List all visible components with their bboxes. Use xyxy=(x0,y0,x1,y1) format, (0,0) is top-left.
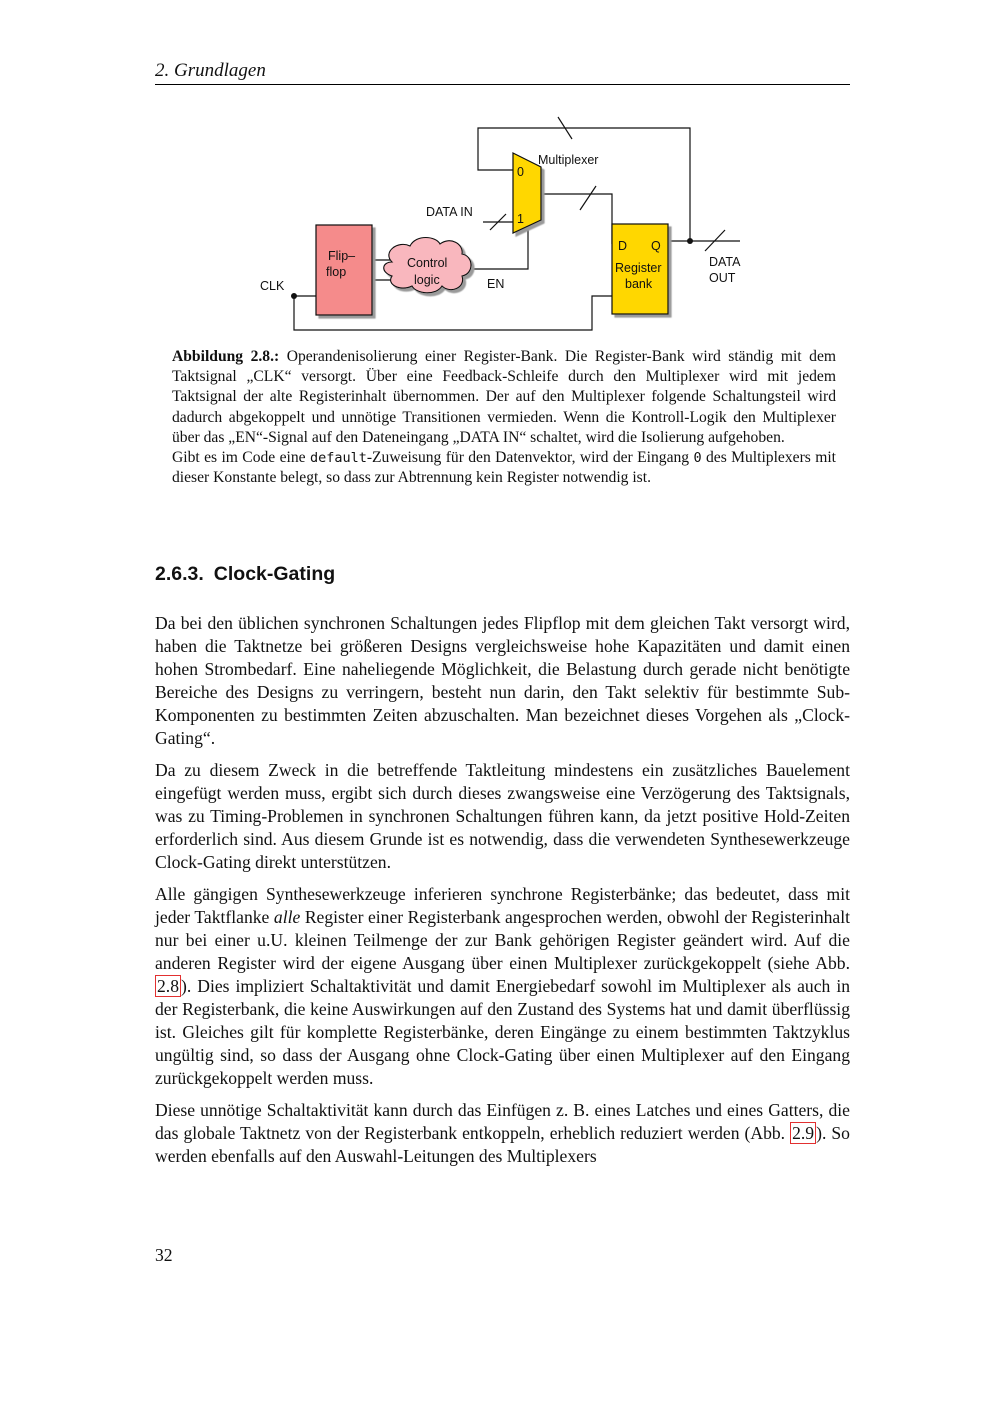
junction-dot-q xyxy=(687,238,693,244)
caption-paragraph-2 xyxy=(172,448,836,488)
caption-text-2a: Gibt es im Code eine xyxy=(172,449,310,467)
paragraph-4-text-b: ). So werden ebenfalls auf den Auswahl-Leitungen des Multiplexers xyxy=(155,1123,850,1166)
flipflop-label-line2: flop xyxy=(326,265,347,279)
figure-ref-link-2-8[interactable]: 2.8 xyxy=(157,976,179,996)
emphasis-alle: alle xyxy=(273,907,301,927)
paragraph-3 xyxy=(155,883,850,1090)
data-in-label: DATA IN xyxy=(426,205,473,219)
bus-slash-mux xyxy=(580,186,596,210)
mux-out-wire xyxy=(541,194,612,244)
circuit-diagram xyxy=(250,112,750,342)
register-d-label: D xyxy=(618,239,628,253)
figure-operand-isolation xyxy=(250,112,750,342)
junction-dot-clk xyxy=(291,293,297,299)
control-logic-label-line1: Control xyxy=(407,256,448,270)
section-number: 2.6.3. xyxy=(155,563,204,585)
section-heading xyxy=(155,563,850,586)
feedback-wire xyxy=(478,128,690,240)
flipflop-label-line1: Flip– xyxy=(328,249,356,263)
figure-ref-link-2-9[interactable]: 2.9 xyxy=(792,1123,815,1143)
en-wire xyxy=(465,230,528,269)
paragraph-3-text-a: Alle gängigen Synthesewerkzeuge inferieren synchrone Registerbänke; das bedeutet, dass mit jeder Taktflanke xyxy=(155,884,850,927)
register-label-line2: bank xyxy=(625,277,653,291)
caption-text-1: Operandenisolierung einer Register-Bank. Die Register-Bank wird ständig mit dem Taktsignal „CLK“ versorgt. Über eine Feedback-Schleife durch den Multiplexer wird mit jedem Taktsignal der alte Registerinhalt übernommen. Der auf den Multiplexer folgende Schaltungsteil wird dadurch abgekoppelt und unnötige Transitionen vermieden. Wenn die Kontroll-Logik den Multiplexer über das „EN“-Signal auf den Dateneingang „DATA IN“ schaltet, wird die Isolierung aufgehoben. xyxy=(172,348,836,446)
mux-input-0-label: 0 xyxy=(517,165,524,179)
paragraph-3-text-c: ). Dies impliziert Schaltaktivität und damit Energiebedarf sowohl im Multiplexer als auch in der Registerbank, die keine Auswirkungen auf den Zustand des Systems hat und damit überflüssig ist. Gleiches gilt für komplette Registerbänke, deren Eingänge zu einem bestimmten Taktzyklus ungültig sind, so dass der Ausgang ohne Clock-Gating über einen Multiplexer auf den Eingang zurückgekoppelt werden muss. xyxy=(155,976,850,1088)
caption-paragraph-1 xyxy=(172,347,836,448)
page-number: 32 xyxy=(155,1245,173,1265)
caption-code-default: default xyxy=(309,450,367,467)
control-logic-label-line2: logic xyxy=(414,273,440,287)
caption-code-zero: 0 xyxy=(693,450,702,467)
paragraph-2: Da zu diesem Zweck in die betreffende Taktleitung mindestens ein zusätzliches Bauelement eingefügt werden muss, ergibt sich durch dieses zwangsweise eine Verzögerung des Taktsignals, was zu Timing-Problemen in synchronen Schaltungen führen kann, da jetzt positive Hold-Zeiten erforderlich sind. Aus diesem Grunde ist es notwendig, dass die verwendeten Synthesewerkzeuge Clock-Gating direkt unterstützen. xyxy=(155,760,850,872)
paragraph-3-text-b: Register einer Registerbank angesprochen werden, obwohl der Registerinhalt nur bei einer u.U. kleinen Teilmenge der zur Bank gehörigen Register geändert wird. Auf die anderen Register wird der eigene Ausgang über einen Multiplexer zurückgekoppelt (siehe Abb. xyxy=(155,907,850,973)
en-label: EN xyxy=(487,277,505,291)
paragraph-4-text-a: Diese unnötige Schaltaktivität kann durch das Einfügen z. B. eines Latches und eines Gatters, die das globale Taktnetz von der Registerbank entkoppeln, erheblich reduziert werden (Abb. xyxy=(155,1100,850,1143)
caption-text-2b: -Zuweisung für den Datenvektor, wird der Eingang xyxy=(366,449,694,467)
caption-text-2c: des Multiplexers mit dieser Konstante belegt, so dass zur Abtrennung kein Register notwendig ist. xyxy=(172,449,837,487)
caption-label: Abbildung 2.8.: xyxy=(172,348,280,365)
data-out-label-line2: OUT xyxy=(709,271,736,285)
register-q-label: Q xyxy=(651,239,661,253)
register-label-line1: Register xyxy=(615,261,662,275)
running-head: 2. Grundlagen xyxy=(155,60,850,85)
multiplexer-label: Multiplexer xyxy=(538,153,599,167)
body-text xyxy=(155,612,850,1177)
figure-caption xyxy=(172,347,836,488)
section-title: Clock-Gating xyxy=(213,563,336,585)
mux-input-1-label: 1 xyxy=(517,212,524,226)
clk-label: CLK xyxy=(260,279,285,293)
paragraph-4 xyxy=(155,1099,850,1168)
data-out-label-line1: DATA xyxy=(709,255,741,269)
paragraph-1: Da bei den üblichen synchronen Schaltungen jedes Flipflop mit dem gleichen Takt versorgt wird, haben die Taktnetze bei größeren Designs vergleichsweise hohe Kapazitäten und damit einen hohen Strombedarf. Eine naheliegende Möglichkeit, die Belastung durch gerade nicht benötigte Bereiche des Designs zu verringern, besteht nun darin, den Takt selektiv für bestimmte Sub-Komponenten zu bestimmten Zeiten abzuschalten. Man bezeichnet dieses Vorgehen als „Clock-Gating“. xyxy=(155,613,850,748)
